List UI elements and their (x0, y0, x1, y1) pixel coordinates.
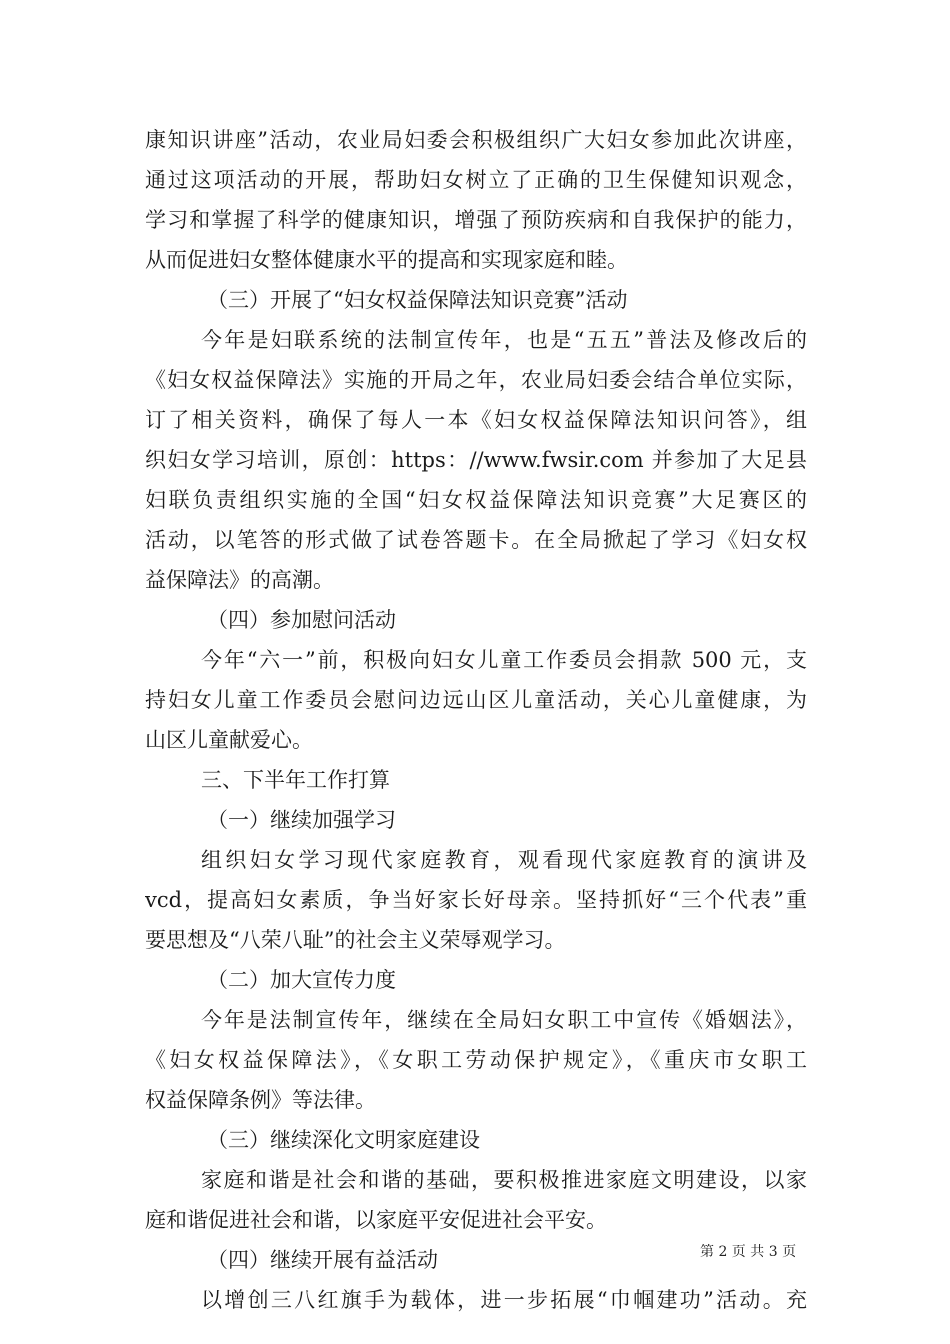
text-line: 权益保障条例》等法律。 (145, 1088, 376, 1112)
text-line: 学习和掌握了科学的健康知识，增强了预防疾病和自我保护的能力， (145, 208, 807, 232)
text-line: vcd，提高妇女素质，争当好家长好母亲。坚持抓好“三个代表”重 (145, 888, 807, 912)
text-line: 要思想及“八荣八耻”的社会主义荣辱观学习。 (145, 928, 566, 952)
text-line: 今年是法制宣传年，继续在全局妇女职工中宣传《婚姻法》， (201, 1008, 807, 1032)
text-line: 《妇女权益保障法》，《女职工劳动保护规定》，《重庆市女职工 (145, 1048, 807, 1072)
text-line: 通过这项活动的开展，帮助妇女树立了正确的卫生保健知识观念， (145, 168, 807, 192)
text-line: 家庭和谐是社会和谐的基础，要积极推进家庭文明建设，以家 (201, 1168, 807, 1192)
section-heading: （三）开展了“妇女权益保障法知识竞赛”活动 (207, 288, 628, 312)
section-heading: 三、下半年工作打算 (201, 768, 390, 792)
text-line: 妇联负责组织实施的全国“妇女权益保障法知识竞赛”大足赛区的 (145, 488, 807, 512)
text-line: 以增创三八红旗手为载体，进一步拓展“巾帼建功”活动。充 (201, 1288, 807, 1312)
text-line: 益保障法》的高潮。 (145, 568, 334, 592)
text-line: 活动，以笔答的形式做了试卷答题卡。在全局掀起了学习《妇女权 (145, 528, 807, 552)
section-heading: （四）参加慰问活动 (207, 608, 396, 632)
text-line: 今年“六一”前，积极向妇女儿童工作委员会捐款 500 元，支 (201, 648, 807, 672)
section-heading: （四）继续开展有益活动 (207, 1248, 438, 1272)
document-body (145, 120, 807, 1320)
text-line: 山区儿童献爱心。 (145, 728, 313, 752)
text-line: 从而促进妇女整体健康水平的提高和实现家庭和睦。 (145, 248, 628, 272)
page-number: 第 2 页 共 3 页 (700, 1244, 797, 1260)
text-line: 今年是妇联系统的法制宣传年，也是“五五”普法及修改后的 (201, 328, 807, 352)
text-line: 持妇女儿童工作委员会慰问边远山区儿童活动，关心儿童健康，为 (145, 688, 807, 712)
section-heading: （二）加大宣传力度 (207, 968, 396, 992)
text-line: 织妇女学习培训，原创：https：//www.fwsir.com 并参加了大足县 (145, 448, 807, 472)
section-heading: （一）继续加强学习 (207, 808, 396, 832)
text-line: 组织妇女学习现代家庭教育，观看现代家庭教育的演讲及 (201, 848, 807, 872)
text-line: 订了相关资料，确保了每人一本《妇女权益保障法知识问答》，组 (145, 408, 807, 432)
section-heading: （三）继续深化文明家庭建设 (207, 1128, 480, 1152)
text-line: 《妇女权益保障法》实施的开局之年，农业局妇委会结合单位实际， (145, 368, 807, 392)
text-line: 康知识讲座”活动，农业局妇委会积极组织广大妇女参加此次讲座， (145, 128, 807, 152)
text-line: 庭和谐促进社会和谐，以家庭平安促进社会平安。 (145, 1208, 607, 1232)
